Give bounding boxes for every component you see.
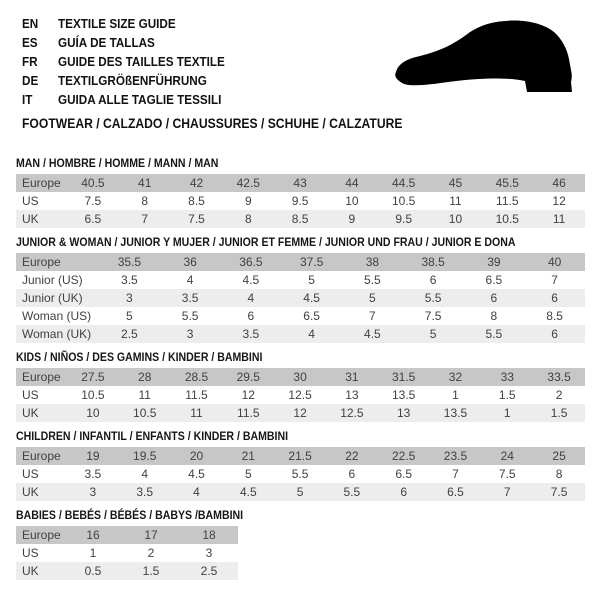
row-label: US <box>22 546 39 560</box>
size-cell: 21.5 <box>288 449 312 463</box>
size-cell: 42 <box>189 176 204 190</box>
size-cell: 22.5 <box>392 449 416 463</box>
size-cell: 39 <box>487 255 501 269</box>
size-cell: 6 <box>348 467 356 481</box>
size-cell: 6 <box>429 273 437 287</box>
row-label: Europe <box>22 528 61 542</box>
size-cell: 38 <box>365 255 380 269</box>
row-label: UK <box>22 406 39 420</box>
size-cell: 5 <box>429 327 437 341</box>
size-cell: 6 <box>551 291 558 305</box>
section-man <box>16 157 585 228</box>
size-cell: 8.5 <box>546 309 563 323</box>
row-label: Europe <box>22 449 61 463</box>
row-label: Junior (UK) <box>22 291 83 305</box>
size-cell: 12 <box>241 388 255 402</box>
section-title-children: CHILDREN / INFANTIL / ENFANTS / KINDER / BAMBINI <box>16 429 289 443</box>
size-table-man <box>16 174 585 228</box>
size-cell: 7 <box>369 309 376 323</box>
table-row <box>16 174 585 192</box>
size-cell: 5 <box>296 485 304 499</box>
size-cell: 7 <box>503 485 511 499</box>
size-table-kids <box>16 368 585 422</box>
language-label: GUIDA ALLE TAGLIE TESSILI <box>58 92 222 107</box>
size-cell: 7 <box>141 212 149 226</box>
size-cell: 8.5 <box>188 194 205 208</box>
size-cell: 6 <box>400 485 408 499</box>
table-row <box>16 386 585 404</box>
size-cell: 4.5 <box>364 327 381 341</box>
size-cell: 20 <box>189 449 204 463</box>
size-cell: 6 <box>490 291 498 305</box>
size-cell: 7 <box>452 467 459 481</box>
size-cell: 46 <box>552 176 566 190</box>
size-cell: 11 <box>552 212 566 226</box>
size-cell: 9 <box>244 194 252 208</box>
size-cell: 4 <box>141 467 149 481</box>
size-table-junior-woman <box>16 253 585 343</box>
size-table-babies <box>16 526 238 580</box>
size-cell: 10 <box>86 406 100 420</box>
size-cell: 1 <box>503 406 511 420</box>
size-cell: 41 <box>138 176 152 190</box>
size-cell: 3.5 <box>84 467 102 481</box>
language-code: IT <box>22 92 33 107</box>
size-cell: 5 <box>244 467 252 481</box>
section-junior-woman <box>16 236 585 343</box>
language-label: TEXTILE SIZE GUIDE <box>58 16 176 31</box>
size-cell: 29.5 <box>236 370 260 384</box>
language-label: TEXTILGRÖßENFÜHRUNG <box>58 73 207 88</box>
size-cell: 10.5 <box>392 194 416 208</box>
size-cell: 9.5 <box>291 194 309 208</box>
size-cell: 31.5 <box>392 370 416 384</box>
size-cell: 6.5 <box>485 273 503 287</box>
size-cell: 11 <box>449 194 462 208</box>
size-cell: 7 <box>551 273 558 287</box>
size-cell: 2.5 <box>121 327 138 341</box>
size-cell: 33.5 <box>547 370 571 384</box>
size-cell: 3 <box>205 546 213 560</box>
size-cell: 12 <box>552 194 566 208</box>
size-cell: 3.5 <box>181 291 199 305</box>
size-cell: 28 <box>138 370 152 384</box>
size-cell: 36.5 <box>239 255 263 269</box>
size-cell: 6 <box>247 309 255 323</box>
row-label: Europe <box>22 370 61 384</box>
table-row <box>16 271 585 289</box>
size-cell: 10.5 <box>133 406 157 420</box>
size-cell: 11.5 <box>237 406 260 420</box>
size-cell: 6.5 <box>395 467 413 481</box>
language-code: EN <box>22 16 39 31</box>
section-title-junior-woman: JUNIOR & WOMAN / JUNIOR Y MUJER / JUNIOR ET FEMME / JUNIOR UND FRAU / JUNIOR E DONA <box>16 235 516 249</box>
language-code: DE <box>22 73 39 88</box>
table-row <box>16 253 585 271</box>
size-cell: 3.5 <box>136 485 154 499</box>
size-cell: 30 <box>293 370 307 384</box>
size-cell: 8 <box>244 212 252 226</box>
size-tables <box>16 157 585 580</box>
language-label: GUÍA DE TALLAS <box>58 35 155 50</box>
row-label: US <box>22 467 39 481</box>
size-cell: 13 <box>345 388 359 402</box>
size-cell: 6 <box>551 327 558 341</box>
size-cell: 1.5 <box>498 388 516 402</box>
row-label: US <box>22 388 39 402</box>
size-cell: 3.5 <box>121 273 138 287</box>
size-cell: 11 <box>190 406 203 420</box>
table-row <box>16 289 585 307</box>
size-cell: 25 <box>552 449 566 463</box>
size-cell: 8.5 <box>291 212 309 226</box>
size-cell: 16 <box>86 528 100 542</box>
row-label: Europe <box>22 176 61 190</box>
size-cell: 10.5 <box>495 212 519 226</box>
size-cell: 10.5 <box>81 388 105 402</box>
row-label: Junior (US) <box>22 273 83 287</box>
size-cell: 5.5 <box>181 309 199 323</box>
table-row <box>16 544 238 562</box>
size-cell: 5.5 <box>343 485 361 499</box>
table-row <box>16 404 585 422</box>
table-row <box>16 562 238 580</box>
size-cell: 44 <box>345 176 359 190</box>
size-cell: 5 <box>369 291 376 305</box>
size-cell: 1.5 <box>142 564 160 578</box>
size-cell: 22 <box>345 449 359 463</box>
size-cell: 23.5 <box>443 449 468 463</box>
section-babies <box>16 509 585 580</box>
size-cell: 4 <box>186 273 194 287</box>
size-cell: 1 <box>452 388 459 402</box>
row-label: UK <box>22 485 39 499</box>
size-cell: 8 <box>555 467 563 481</box>
size-cell: 40 <box>547 255 562 269</box>
section-title-kids: KIDS / NIÑOS / DES GAMINS / KINDER / BAMBINI <box>16 350 263 364</box>
size-cell: 12.5 <box>340 406 364 420</box>
size-cell: 31 <box>345 370 359 384</box>
size-cell: 19.5 <box>133 449 157 463</box>
row-label: Europe <box>22 255 61 269</box>
header <box>0 0 600 131</box>
shoe-icon <box>388 16 583 108</box>
size-cell: 4.5 <box>303 291 320 305</box>
language-code: ES <box>22 35 38 50</box>
size-cell: 2.5 <box>200 564 218 578</box>
language-code: FR <box>22 54 38 69</box>
size-cell: 7.5 <box>84 194 102 208</box>
size-cell: 27.5 <box>81 370 105 384</box>
size-cell: 10 <box>448 212 463 226</box>
size-cell: 2 <box>555 388 563 402</box>
row-label: UK <box>22 212 39 226</box>
table-row <box>16 526 238 544</box>
size-cell: 43 <box>293 176 307 190</box>
size-cell: 3.5 <box>242 327 260 341</box>
size-cell: 28.5 <box>184 370 209 384</box>
size-cell: 5.5 <box>485 327 503 341</box>
table-row <box>16 483 585 501</box>
size-cell: 13.5 <box>392 388 416 402</box>
size-cell: 5.5 <box>364 273 381 287</box>
size-cell: 8 <box>141 194 149 208</box>
size-cell: 37.5 <box>299 255 324 269</box>
size-cell: 21 <box>241 449 255 463</box>
size-cell: 33 <box>500 370 514 384</box>
size-cell: 3 <box>126 291 133 305</box>
size-table-children <box>16 447 585 501</box>
size-cell: 12.5 <box>288 388 312 402</box>
size-cell: 1.5 <box>550 406 568 420</box>
size-cell: 45 <box>448 176 463 190</box>
section-kids <box>16 351 585 422</box>
size-cell: 5.5 <box>424 291 442 305</box>
section-title-man: MAN / HOMBRE / HOMME / MANN / MAN <box>16 156 219 170</box>
size-cell: 6.5 <box>447 485 464 499</box>
size-cell: 6.5 <box>303 309 320 323</box>
table-row <box>16 368 585 386</box>
row-label: Woman (UK) <box>22 327 92 341</box>
table-row <box>16 307 585 325</box>
size-cell: 44.5 <box>392 176 416 190</box>
row-label: UK <box>22 564 39 578</box>
size-cell: 10 <box>345 194 359 208</box>
section-children <box>16 430 585 501</box>
size-cell: 38.5 <box>421 255 445 269</box>
table-row <box>16 192 585 210</box>
size-cell: 24 <box>500 449 514 463</box>
size-cell: 0.5 <box>84 564 102 578</box>
size-cell: 18 <box>202 528 216 542</box>
size-cell: 32 <box>448 370 463 384</box>
size-cell: 4 <box>247 291 255 305</box>
table-row <box>16 325 585 343</box>
size-cell: 11 <box>138 388 151 402</box>
size-cell: 6.5 <box>84 212 102 226</box>
size-cell: 5.5 <box>291 467 309 481</box>
row-label: US <box>22 194 39 208</box>
size-cell: 9.5 <box>395 212 413 226</box>
size-cell: 45.5 <box>495 176 519 190</box>
size-cell: 11.5 <box>185 388 208 402</box>
size-cell: 12 <box>293 406 307 420</box>
size-cell: 40.5 <box>81 176 105 190</box>
size-cell: 19 <box>86 449 100 463</box>
size-cell: 8 <box>490 309 498 323</box>
size-cell: 3 <box>186 327 194 341</box>
size-cell: 1 <box>89 546 97 560</box>
size-cell: 7.5 <box>550 485 568 499</box>
language-label: GUIDE DES TAILLES TEXTILE <box>58 54 225 69</box>
table-row <box>16 447 585 465</box>
size-cell: 3 <box>89 485 97 499</box>
size-cell: 2 <box>147 546 155 560</box>
size-cell: 13 <box>397 406 411 420</box>
size-cell: 4.5 <box>242 273 260 287</box>
size-cell: 11.5 <box>496 194 519 208</box>
size-cell: 4.5 <box>188 467 205 481</box>
size-cell: 17 <box>144 528 158 542</box>
size-cell: 7.5 <box>424 309 442 323</box>
size-cell: 5 <box>308 273 315 287</box>
category-title: FOOTWEAR / CALZADO / CHAUSSURES / SCHUHE / CALZATURE <box>22 116 403 131</box>
size-cell: 5 <box>126 309 133 323</box>
size-cell: 35.5 <box>117 255 142 269</box>
size-cell: 4 <box>193 485 200 499</box>
size-cell: 13.5 <box>443 406 468 420</box>
size-cell: 4 <box>308 327 315 341</box>
section-title-babies: BABIES / BEBÉS / BÉBÉS / BABYS /BAMBINI <box>16 508 244 522</box>
row-label: Woman (US) <box>22 309 92 323</box>
size-cell: 4.5 <box>239 485 257 499</box>
size-cell: 7.5 <box>188 212 205 226</box>
table-row <box>16 465 585 483</box>
size-cell: 36 <box>183 255 197 269</box>
size-cell: 7.5 <box>498 467 516 481</box>
size-cell: 42.5 <box>236 176 260 190</box>
size-cell: 9 <box>348 212 356 226</box>
table-row <box>16 210 585 228</box>
